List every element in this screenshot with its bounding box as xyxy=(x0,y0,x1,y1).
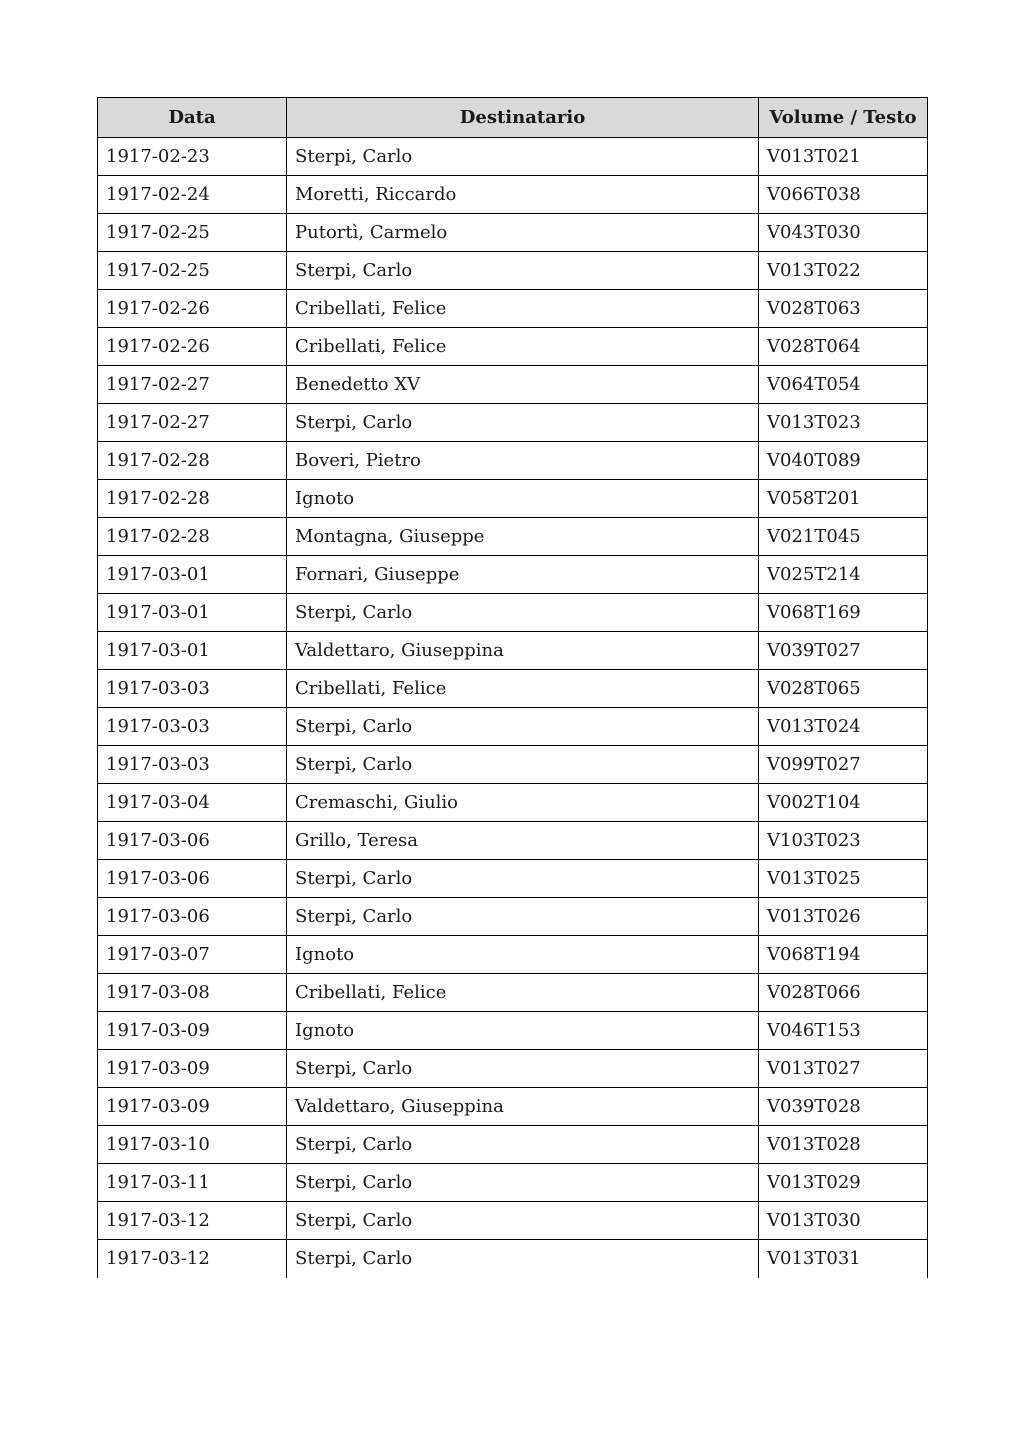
cell-volume: V039T028 xyxy=(759,1088,928,1126)
table-row xyxy=(98,138,928,176)
cell-recipient: Cremaschi, Giulio xyxy=(287,784,759,822)
cell-volume: V013T031 xyxy=(759,1240,928,1278)
table-row xyxy=(98,1012,928,1050)
cell-recipient: Ignoto xyxy=(287,936,759,974)
cell-date: 1917-02-28 xyxy=(98,442,287,480)
table-body xyxy=(98,138,928,1278)
cell-volume: V013T024 xyxy=(759,708,928,746)
cell-volume: V040T089 xyxy=(759,442,928,480)
cell-recipient: Grillo, Teresa xyxy=(287,822,759,860)
cell-volume: V099T027 xyxy=(759,746,928,784)
header-recipient: Destinatario xyxy=(287,98,759,138)
cell-recipient: Cribellati, Felice xyxy=(287,670,759,708)
cell-volume: V021T045 xyxy=(759,518,928,556)
cell-recipient: Montagna, Giuseppe xyxy=(287,518,759,556)
cell-recipient: Sterpi, Carlo xyxy=(287,1164,759,1202)
cell-recipient: Boveri, Pietro xyxy=(287,442,759,480)
cell-volume: V064T054 xyxy=(759,366,928,404)
cell-date: 1917-03-01 xyxy=(98,556,287,594)
table-row xyxy=(98,176,928,214)
cell-recipient: Valdettaro, Giuseppina xyxy=(287,632,759,670)
cell-date: 1917-02-25 xyxy=(98,252,287,290)
table-row xyxy=(98,1240,928,1278)
cell-date: 1917-03-12 xyxy=(98,1202,287,1240)
table-row xyxy=(98,898,928,936)
table-row xyxy=(98,480,928,518)
header-row xyxy=(98,98,928,138)
document-page xyxy=(97,97,927,1278)
cell-date: 1917-02-28 xyxy=(98,480,287,518)
header-date: Data xyxy=(98,98,287,138)
cell-volume: V066T038 xyxy=(759,176,928,214)
cell-date: 1917-03-01 xyxy=(98,594,287,632)
cell-recipient: Sterpi, Carlo xyxy=(287,746,759,784)
table-row xyxy=(98,366,928,404)
cell-volume: V058T201 xyxy=(759,480,928,518)
cell-volume: V013T027 xyxy=(759,1050,928,1088)
cell-volume: V013T026 xyxy=(759,898,928,936)
cell-volume: V028T064 xyxy=(759,328,928,366)
cell-date: 1917-03-11 xyxy=(98,1164,287,1202)
table-row xyxy=(98,328,928,366)
cell-date: 1917-03-03 xyxy=(98,746,287,784)
cell-date: 1917-03-08 xyxy=(98,974,287,1012)
table-row xyxy=(98,860,928,898)
table-row xyxy=(98,442,928,480)
cell-date: 1917-02-24 xyxy=(98,176,287,214)
cell-recipient: Sterpi, Carlo xyxy=(287,898,759,936)
cell-recipient: Sterpi, Carlo xyxy=(287,594,759,632)
cell-volume: V043T030 xyxy=(759,214,928,252)
cell-date: 1917-02-27 xyxy=(98,404,287,442)
cell-volume: V013T023 xyxy=(759,404,928,442)
cell-volume: V013T025 xyxy=(759,860,928,898)
table-row xyxy=(98,746,928,784)
cell-date: 1917-02-27 xyxy=(98,366,287,404)
cell-date: 1917-03-06 xyxy=(98,898,287,936)
table-row xyxy=(98,936,928,974)
cell-volume: V028T065 xyxy=(759,670,928,708)
cell-recipient: Ignoto xyxy=(287,1012,759,1050)
cell-volume: V039T027 xyxy=(759,632,928,670)
cell-volume: V046T153 xyxy=(759,1012,928,1050)
cell-recipient: Sterpi, Carlo xyxy=(287,1202,759,1240)
header-volume: Volume / Testo xyxy=(759,98,928,138)
cell-recipient: Sterpi, Carlo xyxy=(287,860,759,898)
cell-volume: V068T194 xyxy=(759,936,928,974)
cell-volume: V013T029 xyxy=(759,1164,928,1202)
cell-date: 1917-02-28 xyxy=(98,518,287,556)
cell-volume: V013T028 xyxy=(759,1126,928,1164)
table-row xyxy=(98,252,928,290)
cell-date: 1917-03-10 xyxy=(98,1126,287,1164)
cell-date: 1917-03-06 xyxy=(98,860,287,898)
table-row xyxy=(98,708,928,746)
cell-recipient: Sterpi, Carlo xyxy=(287,708,759,746)
cell-recipient: Sterpi, Carlo xyxy=(287,252,759,290)
cell-date: 1917-03-06 xyxy=(98,822,287,860)
letters-table xyxy=(97,97,928,1278)
cell-date: 1917-03-07 xyxy=(98,936,287,974)
cell-recipient: Sterpi, Carlo xyxy=(287,1050,759,1088)
table-row xyxy=(98,1126,928,1164)
cell-recipient: Fornari, Giuseppe xyxy=(287,556,759,594)
cell-date: 1917-03-03 xyxy=(98,670,287,708)
cell-recipient: Cribellati, Felice xyxy=(287,328,759,366)
cell-volume: V068T169 xyxy=(759,594,928,632)
table-row xyxy=(98,214,928,252)
cell-volume: V103T023 xyxy=(759,822,928,860)
cell-volume: V028T066 xyxy=(759,974,928,1012)
cell-volume: V028T063 xyxy=(759,290,928,328)
cell-recipient: Sterpi, Carlo xyxy=(287,1240,759,1278)
cell-recipient: Sterpi, Carlo xyxy=(287,1126,759,1164)
table-row xyxy=(98,556,928,594)
cell-recipient: Moretti, Riccardo xyxy=(287,176,759,214)
cell-recipient: Sterpi, Carlo xyxy=(287,138,759,176)
cell-date: 1917-03-01 xyxy=(98,632,287,670)
cell-recipient: Benedetto XV xyxy=(287,366,759,404)
cell-recipient: Cribellati, Felice xyxy=(287,290,759,328)
table-row xyxy=(98,290,928,328)
cell-date: 1917-03-12 xyxy=(98,1240,287,1278)
cell-date: 1917-03-09 xyxy=(98,1012,287,1050)
cell-recipient: Ignoto xyxy=(287,480,759,518)
cell-date: 1917-03-03 xyxy=(98,708,287,746)
table-row xyxy=(98,594,928,632)
cell-recipient: Valdettaro, Giuseppina xyxy=(287,1088,759,1126)
table-row xyxy=(98,518,928,556)
table-row xyxy=(98,1050,928,1088)
table-row xyxy=(98,1164,928,1202)
cell-date: 1917-02-26 xyxy=(98,290,287,328)
table-row xyxy=(98,1202,928,1240)
cell-recipient: Sterpi, Carlo xyxy=(287,404,759,442)
cell-volume: V002T104 xyxy=(759,784,928,822)
table-row xyxy=(98,822,928,860)
table-row xyxy=(98,670,928,708)
cell-volume: V013T021 xyxy=(759,138,928,176)
table-header xyxy=(98,98,928,138)
table-row xyxy=(98,1088,928,1126)
table-row xyxy=(98,784,928,822)
cell-volume: V013T022 xyxy=(759,252,928,290)
table-row xyxy=(98,974,928,1012)
cell-date: 1917-03-09 xyxy=(98,1050,287,1088)
cell-volume: V025T214 xyxy=(759,556,928,594)
table-row xyxy=(98,404,928,442)
cell-date: 1917-02-26 xyxy=(98,328,287,366)
cell-date: 1917-02-25 xyxy=(98,214,287,252)
cell-date: 1917-03-09 xyxy=(98,1088,287,1126)
table-row xyxy=(98,632,928,670)
cell-volume: V013T030 xyxy=(759,1202,928,1240)
cell-recipient: Putortì, Carmelo xyxy=(287,214,759,252)
cell-date: 1917-03-04 xyxy=(98,784,287,822)
cell-date: 1917-02-23 xyxy=(98,138,287,176)
cell-recipient: Cribellati, Felice xyxy=(287,974,759,1012)
